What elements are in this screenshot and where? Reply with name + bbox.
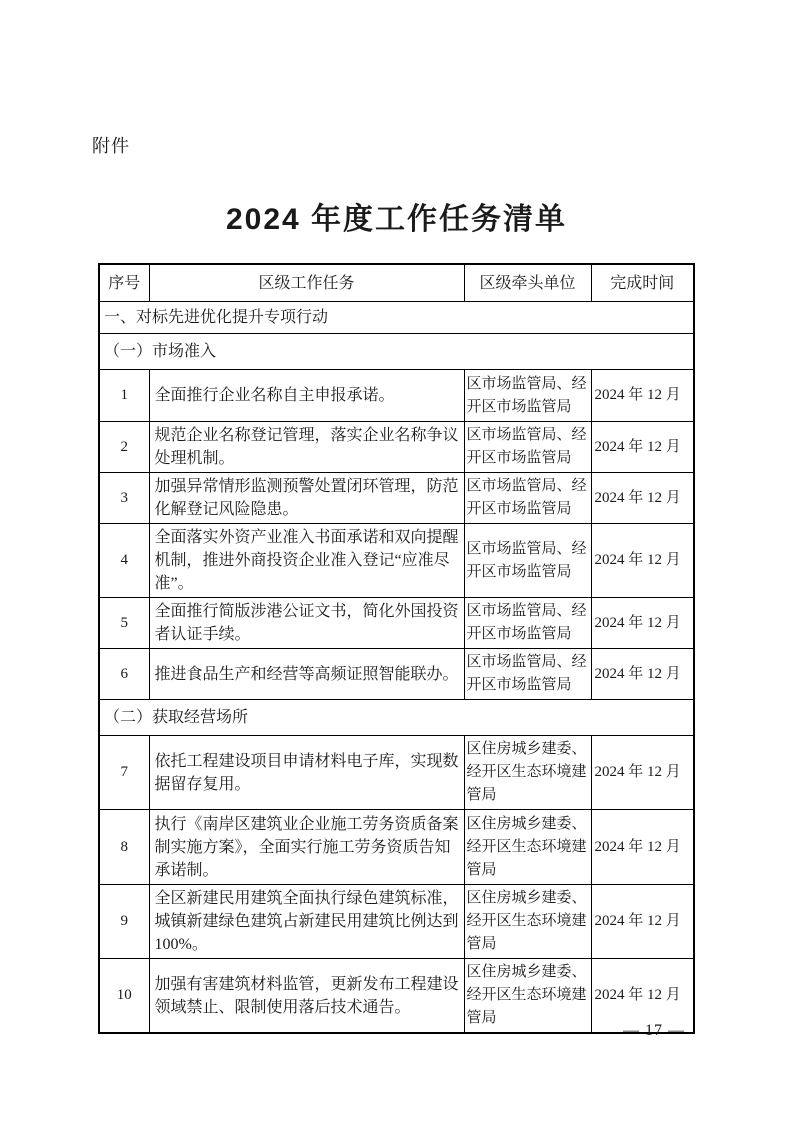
task-table (98, 263, 695, 1034)
unit-cell: 区市场监管局、经开区市场监管局 (464, 598, 591, 649)
unit-cell: 区住房城乡建委、经开区生态环境建管局 (464, 959, 591, 1034)
task-cell: 全面落实外资产业准入书面承诺和双向提醒机制，推进外商投资企业准入登记“应准尽准”。 (149, 524, 464, 598)
row-number-cell: 1 (99, 370, 149, 422)
task-cell: 推进食品生产和经营等高频证照智能联办。 (149, 649, 464, 700)
row-number-cell: 3 (99, 473, 149, 524)
table-row (99, 422, 694, 473)
table-row (99, 810, 694, 885)
table-row (99, 473, 694, 524)
time-cell: 2024 年 12 月 (591, 598, 694, 649)
time-cell: 2024 年 12 月 (591, 473, 694, 524)
unit-cell: 区市场监管局、经开区市场监管局 (464, 422, 591, 473)
task-cell: 执行《南岸区建筑业企业施工劳务资质备案制实施方案》，全面实行施工劳务资质告知承诺制。 (149, 810, 464, 885)
row-number-cell: 2 (99, 422, 149, 473)
time-cell: 2024 年 12 月 (591, 370, 694, 422)
table-row (99, 370, 694, 422)
table-row (99, 524, 694, 598)
time-cell: 2024 年 12 月 (591, 422, 694, 473)
table-row (99, 649, 694, 700)
row-number-cell: 8 (99, 810, 149, 885)
section-row (99, 700, 694, 736)
table-row (99, 959, 694, 1034)
unit-cell: 区住房城乡建委、经开区生态环境建管局 (464, 736, 591, 810)
row-number-cell: 7 (99, 736, 149, 810)
time-cell: 2024 年 12 月 (591, 959, 694, 1034)
section-label: 一、对标先进优化提升专项行动 (99, 302, 694, 334)
unit-cell: 区市场监管局、经开区市场监管局 (464, 649, 591, 700)
task-cell: 全面推行企业名称自主申报承诺。 (149, 370, 464, 422)
task-cell: 加强异常情形监测预警处置闭环管理，防范化解登记风险隐患。 (149, 473, 464, 524)
task-cell: 加强有害建筑材料监管，更新发布工程建设领域禁止、限制使用落后技术通告。 (149, 959, 464, 1034)
unit-cell: 区住房城乡建委、经开区生态环境建管局 (464, 810, 591, 885)
column-header-task: 区级工作任务 (149, 264, 464, 302)
unit-cell: 区市场监管局、经开区市场监管局 (464, 524, 591, 598)
attachment-label: 附件 (92, 136, 130, 156)
row-number-cell: 9 (99, 885, 149, 959)
row-number-cell: 6 (99, 649, 149, 700)
task-cell: 依托工程建设项目申请材料电子库，实现数据留存复用。 (149, 736, 464, 810)
page-number: — 17 — (623, 1022, 685, 1039)
task-cell: 全区新建民用建筑全面执行绿色建筑标准，城镇新建绿色建筑占新建民用建筑比例达到100%。 (149, 885, 464, 959)
column-header-time: 完成时间 (591, 264, 694, 302)
table-row (99, 736, 694, 810)
section-label: （二）获取经营场所 (99, 700, 694, 736)
row-number-cell: 10 (99, 959, 149, 1034)
section-row (99, 302, 694, 334)
column-header-unit: 区级牵头单位 (464, 264, 591, 302)
task-cell: 全面推行简版涉港公证文书，简化外国投资者认证手续。 (149, 598, 464, 649)
time-cell: 2024 年 12 月 (591, 885, 694, 959)
task-cell: 规范企业名称登记管理，落实企业名称争议处理机制。 (149, 422, 464, 473)
column-header-number: 序号 (99, 264, 149, 302)
section-row (99, 334, 694, 370)
table-row (99, 885, 694, 959)
unit-cell: 区市场监管局、经开区市场监管局 (464, 370, 591, 422)
page-title: 2024 年度工作任务清单 (225, 203, 568, 236)
unit-cell: 区住房城乡建委、经开区生态环境建管局 (464, 885, 591, 959)
table-header-row (99, 264, 694, 302)
time-cell: 2024 年 12 月 (591, 736, 694, 810)
time-cell: 2024 年 12 月 (591, 649, 694, 700)
section-label: （一）市场准入 (99, 334, 694, 370)
unit-cell: 区市场监管局、经开区市场监管局 (464, 473, 591, 524)
time-cell: 2024 年 12 月 (591, 810, 694, 885)
table-row (99, 598, 694, 649)
row-number-cell: 4 (99, 524, 149, 598)
time-cell: 2024 年 12 月 (591, 524, 694, 598)
row-number-cell: 5 (99, 598, 149, 649)
